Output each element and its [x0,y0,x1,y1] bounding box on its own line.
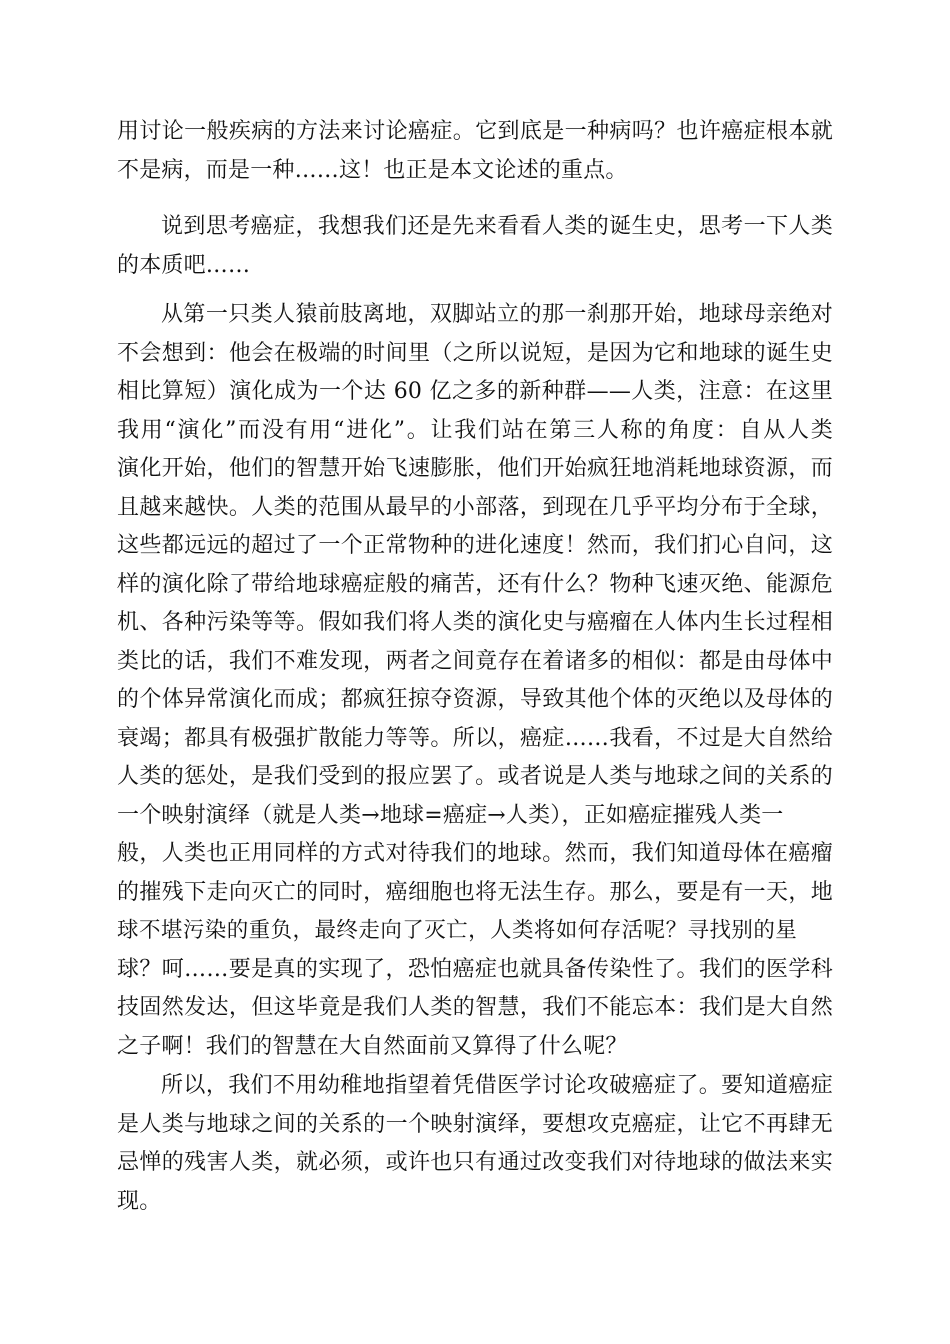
text-line: 不是病，而是一种……这！也正是本文论述的重点。 [117,157,628,183]
paragraph-3 [117,296,833,1066]
text-line: 现。 [117,1188,162,1214]
text-line: 且越来越快。人类的范围从最早的小部落，到现在几乎平均分布于全球， [117,494,833,520]
text-line: 演化开始，他们的智慧开始飞速膨胀，他们开始疯狂地消耗地球资源，而 [117,456,833,481]
text-line: 这些都远远的超过了一个正常物种的进化速度！然而，我们扪心自问，这 [117,533,833,558]
text-line: 机、各种污染等等。假如我们将人类的演化史与癌瘤在人体内生长过程相 [117,610,833,635]
text-line: 我用“演化”而没有用“进化”。让我们站在第三人称的角度：自从人类 [117,417,833,443]
text-line: 人类的惩处，是我们受到的报应罢了。或者说是人类与地球之间的关系的 [117,764,833,789]
text-line: 说到思考癌症，我想我们还是先来看看人类的诞生史，思考一下人类 [161,214,833,239]
text-line: 样的演化除了带给地球癌症般的痛苦，还有什么？物种飞速灭绝、能源危 [117,571,833,597]
text-line: 技固然发达，但这毕竟是我们人类的智慧，我们不能忘本：我们是大自然 [117,995,833,1020]
text-line: 从第一只类人猿前肢离地，双脚站立的那一刹那开始，地球母亲绝对 [161,302,833,327]
text-line: 之子啊！我们的智慧在大自然面前又算得了什么呢？ [117,1033,628,1059]
text-line: 用讨论一般疾病的方法来讨论癌症。它到底是一种病吗？也许癌症根本就 [117,119,833,144]
text-line: 球？呵……要是真的实现了，恐怕癌症也就具备传染性了。我们的医学科 [117,956,833,982]
text-line: 忌惮的残害人类，就必须，或许也只有通过改变我们对待地球的做法来实 [117,1150,833,1175]
text-line: 所以，我们不用幼稚地指望着凭借医学讨论攻破癌症了。要知道癌症 [161,1073,833,1098]
paragraph-2 [117,208,833,285]
text-line: 是人类与地球之间的关系的一个映射演绎，要想攻克癌症，让它不再肆无 [117,1111,833,1137]
text-line: 般，人类也正用同样的方式对待我们的地球。然而，我们知道母体在癌瘤 [117,841,833,866]
paragraph-1 [117,113,833,190]
text-line: 的摧残下走向灭亡的同时，癌细胞也将无法生存。那么，要是有一天，地 [117,879,833,905]
text-line: 相比算短）演化成为一个达 60 亿之多的新种群——人类，注意：在这里 [117,379,833,404]
text-line: 的本质吧…… [117,252,251,278]
text-line: 球不堪污染的重负，最终走向了灭亡，人类将如何存活呢？寻找别的星 [117,918,797,943]
text-line: 不会想到：他会在极端的时间里（之所以说短，是因为它和地球的诞生史 [117,340,833,366]
paragraph-4 [117,1067,833,1221]
text-line: 一个映射演绎（就是人类→地球=癌症→人类），正如癌症摧残人类一 [117,802,784,828]
text-line: 的个体异常演化而成；都疯狂掠夺资源，导致其他个体的灭绝以及母体的 [117,687,833,712]
text-line: 类比的话，我们不难发现，两者之间竟存在着诸多的相似：都是由母体中 [117,648,833,674]
text-line: 衰竭；都具有极强扩散能力等等。所以，癌症……我看，不过是大自然给 [117,725,833,751]
